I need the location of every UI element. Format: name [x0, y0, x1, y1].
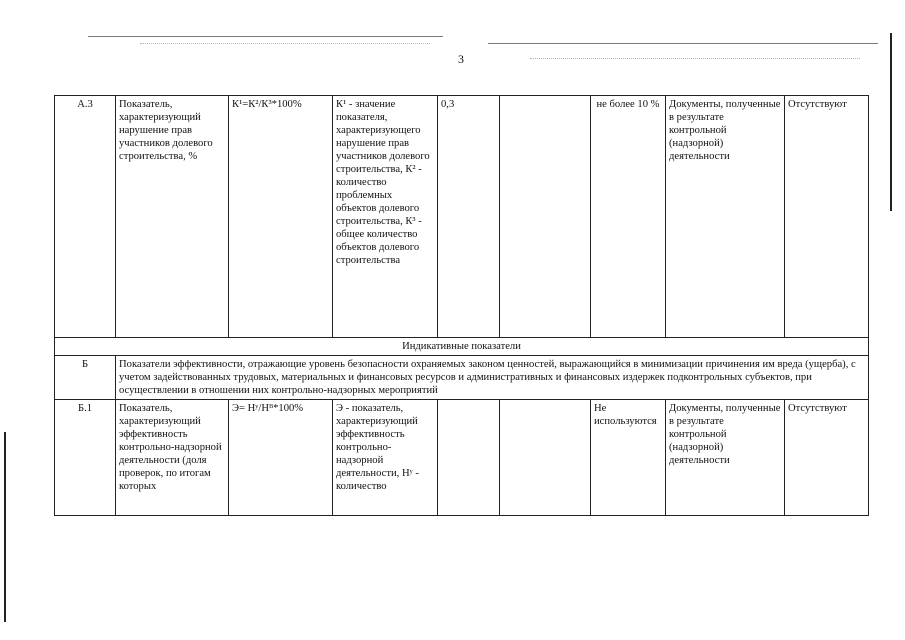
target-value: Не используются: [591, 400, 666, 516]
base-value: [438, 400, 500, 516]
section-header: Индикативные показатели: [55, 338, 869, 356]
table-row-b1: [55, 400, 869, 516]
row-code: Б.1: [55, 400, 116, 516]
indicator-comment: К¹ - значение показателя, характеризующего нарушение прав участников долевого строительства, К² - количество проблемных объектов долевого строительства, К³ - общее количество объектов долевого строительства: [333, 96, 438, 338]
indicator-formula: Э= Нʸ/Нᴮ*100%: [229, 400, 333, 516]
row-code: А.3: [55, 96, 116, 338]
indicators-table: [54, 95, 869, 516]
indicator-name: Показатель, характеризующий нарушение прав участников долевого строительства, %: [116, 96, 229, 338]
value-cell: [500, 96, 591, 338]
value-cell: [500, 400, 591, 516]
row-code: Б: [55, 356, 116, 400]
scan-margin-mark: [890, 33, 892, 211]
status: Отсутствуют: [785, 400, 869, 516]
scan-artifact-line: [488, 43, 878, 44]
data-source: Документы, полученные в результате контрольной (надзорной) деятельности: [666, 96, 785, 338]
table-row-a3: [55, 96, 869, 338]
scan-artifact-dots: [140, 43, 430, 45]
page-number: 3: [458, 52, 464, 66]
scan-artifact-dots: [530, 58, 860, 60]
group-description: Показатели эффективности, отражающие уровень безопасности охраняемых законом ценностей, выражающийся в минимизации причинения им вреда (ущерба), с учетом задействованных трудовых, материальных и финансовых ресурсов и административных и финансовых издержек подконтрольных субъектов, при осуществлении в отношении них контрольно-надзорных мероприятий: [116, 356, 869, 400]
indicator-name: Показатель, характеризующий эффективность контрольно-надзорной деятельности (доля проверок, по итогам которых: [116, 400, 229, 516]
data-source: Документы, полученные в результате контрольной (надзорной) деятельности: [666, 400, 785, 516]
indicator-formula: К¹=К²/К³*100%: [229, 96, 333, 338]
base-value: 0,3: [438, 96, 500, 338]
table-row-b: [55, 356, 869, 400]
target-value: не более 10 %: [591, 96, 666, 338]
indicator-comment: Э - показатель, характеризующий эффективность контрольно-надзорной деятельности, Нʸ - количество: [333, 400, 438, 516]
status: Отсутствуют: [785, 96, 869, 338]
scan-artifact-line: [88, 36, 443, 37]
scan-margin-mark: [4, 432, 6, 622]
table-row-section-header: [55, 338, 869, 356]
